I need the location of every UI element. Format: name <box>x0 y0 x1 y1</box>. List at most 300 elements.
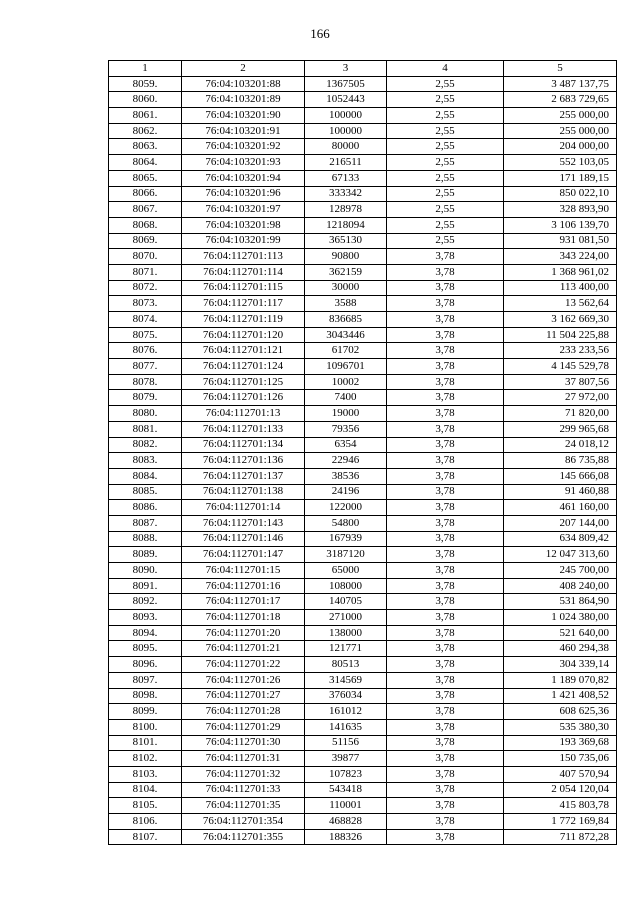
amount-cell: 150 735,06 <box>504 751 617 767</box>
table-row <box>109 155 617 171</box>
cadastral-number-cell: 76:04:112701:20 <box>182 625 305 641</box>
area-cell: 19000 <box>305 406 387 422</box>
area-cell: 122000 <box>305 500 387 516</box>
amount-cell: 4 145 529,78 <box>504 359 617 375</box>
cadastral-number-cell: 76:04:112701:146 <box>182 531 305 547</box>
amount-cell: 3 162 669,30 <box>504 312 617 328</box>
row-number-cell: 8068. <box>109 217 182 233</box>
column-header-4: 4 <box>387 61 504 77</box>
rate-cell: 3,78 <box>387 704 504 720</box>
row-number-cell: 8074. <box>109 312 182 328</box>
row-number-cell: 8097. <box>109 672 182 688</box>
cadastral-number-cell: 76:04:103201:91 <box>182 123 305 139</box>
amount-cell: 460 294,38 <box>504 641 617 657</box>
row-number-cell: 8086. <box>109 500 182 516</box>
row-number-cell: 8093. <box>109 610 182 626</box>
area-cell: 65000 <box>305 563 387 579</box>
table-row <box>109 406 617 422</box>
row-number-cell: 8060. <box>109 92 182 108</box>
amount-cell: 13 562,64 <box>504 296 617 312</box>
area-cell: 161012 <box>305 704 387 720</box>
area-cell: 468828 <box>305 814 387 830</box>
row-number-cell: 8081. <box>109 421 182 437</box>
table-row <box>109 202 617 218</box>
rate-cell: 2,55 <box>387 233 504 249</box>
table-row <box>109 296 617 312</box>
table-row <box>109 814 617 830</box>
amount-cell: 1 772 169,84 <box>504 814 617 830</box>
amount-cell: 207 144,00 <box>504 515 617 531</box>
column-header-3: 3 <box>305 61 387 77</box>
cadastral-number-cell: 76:04:112701:27 <box>182 688 305 704</box>
row-number-cell: 8095. <box>109 641 182 657</box>
rate-cell: 3,78 <box>387 672 504 688</box>
area-cell: 216511 <box>305 155 387 171</box>
table-row <box>109 280 617 296</box>
area-cell: 141635 <box>305 719 387 735</box>
area-cell: 24196 <box>305 484 387 500</box>
area-cell: 100000 <box>305 123 387 139</box>
table-row <box>109 312 617 328</box>
row-number-cell: 8069. <box>109 233 182 249</box>
table-row <box>109 500 617 516</box>
rate-cell: 2,55 <box>387 139 504 155</box>
cadastral-number-cell: 76:04:112701:117 <box>182 296 305 312</box>
amount-cell: 608 625,36 <box>504 704 617 720</box>
table-row <box>109 108 617 124</box>
rate-cell: 2,55 <box>387 92 504 108</box>
rate-cell: 3,78 <box>387 390 504 406</box>
amount-cell: 2 683 729,65 <box>504 92 617 108</box>
table-row <box>109 782 617 798</box>
row-number-cell: 8098. <box>109 688 182 704</box>
area-cell: 3043446 <box>305 327 387 343</box>
rate-cell: 3,78 <box>387 343 504 359</box>
area-cell: 67133 <box>305 170 387 186</box>
amount-cell: 12 047 313,60 <box>504 547 617 563</box>
cadastral-number-cell: 76:04:103201:90 <box>182 108 305 124</box>
cadastral-number-cell: 76:04:112701:126 <box>182 390 305 406</box>
amount-cell: 343 224,00 <box>504 249 617 265</box>
cadastral-number-cell: 76:04:103201:93 <box>182 155 305 171</box>
rate-cell: 3,78 <box>387 594 504 610</box>
rate-cell: 2,55 <box>387 108 504 124</box>
area-cell: 10002 <box>305 374 387 390</box>
table-row <box>109 798 617 814</box>
cadastral-number-cell: 76:04:112701:120 <box>182 327 305 343</box>
rate-cell: 3,78 <box>387 515 504 531</box>
area-cell: 1052443 <box>305 92 387 108</box>
amount-cell: 1 189 070,82 <box>504 672 617 688</box>
row-number-cell: 8078. <box>109 374 182 390</box>
amount-cell: 113 400,00 <box>504 280 617 296</box>
rate-cell: 3,78 <box>387 719 504 735</box>
table-row <box>109 594 617 610</box>
area-cell: 90800 <box>305 249 387 265</box>
area-cell: 128978 <box>305 202 387 218</box>
cadastral-number-cell: 76:04:112701:29 <box>182 719 305 735</box>
table-row <box>109 751 617 767</box>
cadastral-number-cell: 76:04:112701:33 <box>182 782 305 798</box>
table-row <box>109 829 617 845</box>
cadastral-number-cell: 76:04:112701:16 <box>182 578 305 594</box>
rate-cell: 2,55 <box>387 170 504 186</box>
table-row <box>109 123 617 139</box>
table-row <box>109 563 617 579</box>
cadastral-number-cell: 76:04:112701:134 <box>182 437 305 453</box>
area-cell: 140705 <box>305 594 387 610</box>
cadastral-number-cell: 76:04:112701:143 <box>182 515 305 531</box>
table-body <box>109 76 617 845</box>
rate-cell: 2,55 <box>387 155 504 171</box>
table-row <box>109 327 617 343</box>
data-table <box>108 60 617 845</box>
area-cell: 39877 <box>305 751 387 767</box>
row-number-cell: 8087. <box>109 515 182 531</box>
amount-cell: 408 240,00 <box>504 578 617 594</box>
table-row <box>109 610 617 626</box>
table-row <box>109 719 617 735</box>
cadastral-number-cell: 76:04:112701:354 <box>182 814 305 830</box>
area-cell: 108000 <box>305 578 387 594</box>
row-number-cell: 8088. <box>109 531 182 547</box>
row-number-cell: 8065. <box>109 170 182 186</box>
rate-cell: 3,78 <box>387 437 504 453</box>
cadastral-number-cell: 76:04:112701:125 <box>182 374 305 390</box>
table-row <box>109 359 617 375</box>
amount-cell: 850 022,10 <box>504 186 617 202</box>
area-cell: 362159 <box>305 264 387 280</box>
table-row <box>109 421 617 437</box>
amount-cell: 71 820,00 <box>504 406 617 422</box>
row-number-cell: 8090. <box>109 563 182 579</box>
amount-cell: 535 380,30 <box>504 719 617 735</box>
area-cell: 107823 <box>305 766 387 782</box>
cadastral-number-cell: 76:04:112701:121 <box>182 343 305 359</box>
table-row <box>109 233 617 249</box>
area-cell: 22946 <box>305 453 387 469</box>
amount-cell: 461 160,00 <box>504 500 617 516</box>
table-row <box>109 264 617 280</box>
rate-cell: 3,78 <box>387 657 504 673</box>
rate-cell: 3,78 <box>387 312 504 328</box>
cadastral-number-cell: 76:04:103201:94 <box>182 170 305 186</box>
row-number-cell: 8082. <box>109 437 182 453</box>
rate-cell: 3,78 <box>387 280 504 296</box>
column-header-1: 1 <box>109 61 182 77</box>
rate-cell: 3,78 <box>387 406 504 422</box>
row-number-cell: 8075. <box>109 327 182 343</box>
area-cell: 167939 <box>305 531 387 547</box>
amount-cell: 328 893,90 <box>504 202 617 218</box>
cadastral-number-cell: 76:04:112701:30 <box>182 735 305 751</box>
cadastral-number-cell: 76:04:103201:92 <box>182 139 305 155</box>
area-cell: 1367505 <box>305 76 387 92</box>
amount-cell: 86 735,88 <box>504 453 617 469</box>
cadastral-number-cell: 76:04:112701:28 <box>182 704 305 720</box>
row-number-cell: 8092. <box>109 594 182 610</box>
amount-cell: 634 809,42 <box>504 531 617 547</box>
cadastral-number-cell: 76:04:112701:35 <box>182 798 305 814</box>
table-row <box>109 343 617 359</box>
amount-cell: 711 872,28 <box>504 829 617 845</box>
table-row <box>109 249 617 265</box>
rate-cell: 3,78 <box>387 578 504 594</box>
area-cell: 100000 <box>305 108 387 124</box>
amount-cell: 552 103,05 <box>504 155 617 171</box>
cadastral-number-cell: 76:04:103201:96 <box>182 186 305 202</box>
cadastral-number-cell: 76:04:103201:97 <box>182 202 305 218</box>
cadastral-number-cell: 76:04:112701:31 <box>182 751 305 767</box>
amount-cell: 233 233,56 <box>504 343 617 359</box>
area-cell: 271000 <box>305 610 387 626</box>
cadastral-number-cell: 76:04:112701:26 <box>182 672 305 688</box>
row-number-cell: 8067. <box>109 202 182 218</box>
cadastral-number-cell: 76:04:112701:113 <box>182 249 305 265</box>
amount-cell: 91 460,88 <box>504 484 617 500</box>
area-cell: 7400 <box>305 390 387 406</box>
row-number-cell: 8072. <box>109 280 182 296</box>
cadastral-number-cell: 76:04:112701:22 <box>182 657 305 673</box>
area-cell: 333342 <box>305 186 387 202</box>
row-number-cell: 8064. <box>109 155 182 171</box>
amount-cell: 1 368 961,02 <box>504 264 617 280</box>
cadastral-number-cell: 76:04:112701:124 <box>182 359 305 375</box>
amount-cell: 11 504 225,88 <box>504 327 617 343</box>
row-number-cell: 8062. <box>109 123 182 139</box>
rate-cell: 2,55 <box>387 217 504 233</box>
row-number-cell: 8077. <box>109 359 182 375</box>
cadastral-number-cell: 76:04:112701:15 <box>182 563 305 579</box>
rate-cell: 3,78 <box>387 547 504 563</box>
rate-cell: 3,78 <box>387 453 504 469</box>
cadastral-number-cell: 76:04:103201:89 <box>182 92 305 108</box>
rate-cell: 3,78 <box>387 798 504 814</box>
table-row <box>109 547 617 563</box>
table-row <box>109 484 617 500</box>
area-cell: 376034 <box>305 688 387 704</box>
amount-cell: 531 864,90 <box>504 594 617 610</box>
table-row <box>109 468 617 484</box>
row-number-cell: 8103. <box>109 766 182 782</box>
area-cell: 80000 <box>305 139 387 155</box>
row-number-cell: 8107. <box>109 829 182 845</box>
cadastral-number-cell: 76:04:112701:14 <box>182 500 305 516</box>
row-number-cell: 8099. <box>109 704 182 720</box>
rate-cell: 2,55 <box>387 186 504 202</box>
row-number-cell: 8076. <box>109 343 182 359</box>
rate-cell: 3,78 <box>387 359 504 375</box>
rate-cell: 2,55 <box>387 123 504 139</box>
row-number-cell: 8089. <box>109 547 182 563</box>
cadastral-number-cell: 76:04:103201:98 <box>182 217 305 233</box>
rate-cell: 3,78 <box>387 625 504 641</box>
cadastral-number-cell: 76:04:112701:355 <box>182 829 305 845</box>
cadastral-number-cell: 76:04:112701:138 <box>182 484 305 500</box>
rate-cell: 3,78 <box>387 829 504 845</box>
area-cell: 1218094 <box>305 217 387 233</box>
amount-cell: 2 054 120,04 <box>504 782 617 798</box>
row-number-cell: 8084. <box>109 468 182 484</box>
cadastral-number-cell: 76:04:103201:99 <box>182 233 305 249</box>
area-cell: 3187120 <box>305 547 387 563</box>
row-number-cell: 8096. <box>109 657 182 673</box>
row-number-cell: 8070. <box>109 249 182 265</box>
page-number: 166 <box>310 26 330 41</box>
row-number-cell: 8094. <box>109 625 182 641</box>
area-cell: 61702 <box>305 343 387 359</box>
area-cell: 80513 <box>305 657 387 673</box>
rate-cell: 3,78 <box>387 374 504 390</box>
area-cell: 79356 <box>305 421 387 437</box>
amount-cell: 3 487 137,75 <box>504 76 617 92</box>
rate-cell: 3,78 <box>387 751 504 767</box>
cadastral-number-cell: 76:04:112701:18 <box>182 610 305 626</box>
amount-cell: 193 369,68 <box>504 735 617 751</box>
table-row <box>109 217 617 233</box>
area-cell: 365130 <box>305 233 387 249</box>
table-row <box>109 515 617 531</box>
table-row <box>109 766 617 782</box>
table-row <box>109 390 617 406</box>
area-cell: 188326 <box>305 829 387 845</box>
table-row <box>109 139 617 155</box>
table-header-row <box>109 61 617 77</box>
table-row <box>109 704 617 720</box>
cadastral-number-cell: 76:04:112701:32 <box>182 766 305 782</box>
row-number-cell: 8059. <box>109 76 182 92</box>
rate-cell: 3,78 <box>387 766 504 782</box>
area-cell: 38536 <box>305 468 387 484</box>
table-row <box>109 625 617 641</box>
table-row <box>109 735 617 751</box>
amount-cell: 521 640,00 <box>504 625 617 641</box>
rate-cell: 3,78 <box>387 563 504 579</box>
rate-cell: 3,78 <box>387 327 504 343</box>
table-row <box>109 578 617 594</box>
row-number-cell: 8071. <box>109 264 182 280</box>
table-row <box>109 76 617 92</box>
area-cell: 6354 <box>305 437 387 453</box>
row-number-cell: 8079. <box>109 390 182 406</box>
cadastral-number-cell: 76:04:112701:21 <box>182 641 305 657</box>
row-number-cell: 8085. <box>109 484 182 500</box>
rate-cell: 3,78 <box>387 468 504 484</box>
area-cell: 51156 <box>305 735 387 751</box>
table-row <box>109 186 617 202</box>
table-row <box>109 92 617 108</box>
amount-cell: 407 570,94 <box>504 766 617 782</box>
area-cell: 30000 <box>305 280 387 296</box>
table-row <box>109 437 617 453</box>
table-row <box>109 453 617 469</box>
amount-cell: 931 081,50 <box>504 233 617 249</box>
amount-cell: 304 339,14 <box>504 657 617 673</box>
table-row <box>109 688 617 704</box>
amount-cell: 299 965,68 <box>504 421 617 437</box>
table-row <box>109 374 617 390</box>
cadastral-number-cell: 76:04:112701:136 <box>182 453 305 469</box>
amount-cell: 145 666,08 <box>504 468 617 484</box>
area-cell: 138000 <box>305 625 387 641</box>
table-row <box>109 641 617 657</box>
amount-cell: 24 018,12 <box>504 437 617 453</box>
amount-cell: 204 000,00 <box>504 139 617 155</box>
row-number-cell: 8066. <box>109 186 182 202</box>
cadastral-number-cell: 76:04:112701:137 <box>182 468 305 484</box>
amount-cell: 245 700,00 <box>504 563 617 579</box>
cadastral-number-cell: 76:04:112701:17 <box>182 594 305 610</box>
rate-cell: 2,55 <box>387 202 504 218</box>
cadastral-number-cell: 76:04:103201:88 <box>182 76 305 92</box>
rate-cell: 3,78 <box>387 610 504 626</box>
rate-cell: 3,78 <box>387 735 504 751</box>
cadastral-number-cell: 76:04:112701:114 <box>182 264 305 280</box>
rate-cell: 3,78 <box>387 531 504 547</box>
rate-cell: 3,78 <box>387 782 504 798</box>
row-number-cell: 8104. <box>109 782 182 798</box>
row-number-cell: 8106. <box>109 814 182 830</box>
row-number-cell: 8063. <box>109 139 182 155</box>
rate-cell: 3,78 <box>387 484 504 500</box>
amount-cell: 171 189,15 <box>504 170 617 186</box>
column-header-5: 5 <box>504 61 617 77</box>
cadastral-number-cell: 76:04:112701:115 <box>182 280 305 296</box>
row-number-cell: 8105. <box>109 798 182 814</box>
cadastral-number-cell: 76:04:112701:13 <box>182 406 305 422</box>
area-cell: 54800 <box>305 515 387 531</box>
cadastral-number-cell: 76:04:112701:133 <box>182 421 305 437</box>
area-cell: 110001 <box>305 798 387 814</box>
column-header-2: 2 <box>182 61 305 77</box>
amount-cell: 1 421 408,52 <box>504 688 617 704</box>
rate-cell: 3,78 <box>387 500 504 516</box>
row-number-cell: 8100. <box>109 719 182 735</box>
amount-cell: 255 000,00 <box>504 123 617 139</box>
rate-cell: 3,78 <box>387 641 504 657</box>
cadastral-number-cell: 76:04:112701:147 <box>182 547 305 563</box>
table-row <box>109 657 617 673</box>
row-number-cell: 8102. <box>109 751 182 767</box>
amount-cell: 415 803,78 <box>504 798 617 814</box>
area-cell: 543418 <box>305 782 387 798</box>
rate-cell: 3,78 <box>387 249 504 265</box>
amount-cell: 27 972,00 <box>504 390 617 406</box>
rate-cell: 3,78 <box>387 421 504 437</box>
area-cell: 836685 <box>305 312 387 328</box>
row-number-cell: 8091. <box>109 578 182 594</box>
area-cell: 1096701 <box>305 359 387 375</box>
table-row <box>109 531 617 547</box>
row-number-cell: 8061. <box>109 108 182 124</box>
amount-cell: 255 000,00 <box>504 108 617 124</box>
table-row <box>109 672 617 688</box>
amount-cell: 37 807,56 <box>504 374 617 390</box>
rate-cell: 3,78 <box>387 814 504 830</box>
rate-cell: 3,78 <box>387 688 504 704</box>
area-cell: 314569 <box>305 672 387 688</box>
amount-cell: 1 024 380,00 <box>504 610 617 626</box>
area-cell: 121771 <box>305 641 387 657</box>
cadastral-number-cell: 76:04:112701:119 <box>182 312 305 328</box>
amount-cell: 3 106 139,70 <box>504 217 617 233</box>
rate-cell: 3,78 <box>387 296 504 312</box>
row-number-cell: 8083. <box>109 453 182 469</box>
row-number-cell: 8073. <box>109 296 182 312</box>
area-cell: 3588 <box>305 296 387 312</box>
table-row <box>109 170 617 186</box>
row-number-cell: 8080. <box>109 406 182 422</box>
